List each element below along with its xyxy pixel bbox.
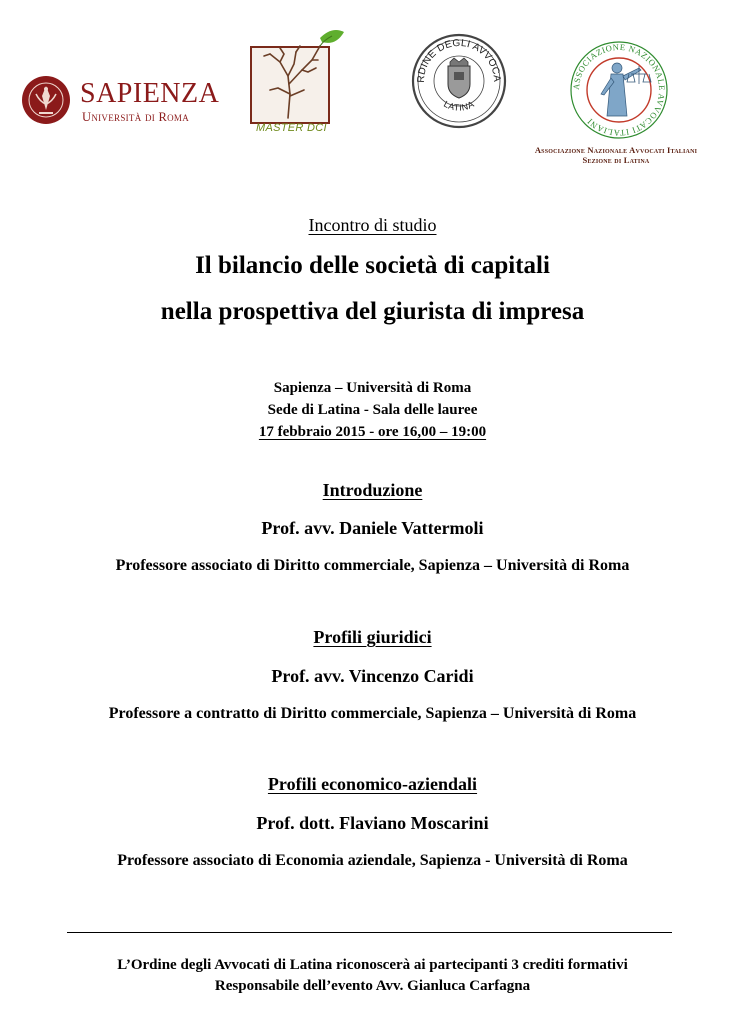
- event-title-line1: Il bilancio delle società di capitali: [195, 252, 550, 279]
- tree-icon: [250, 24, 346, 124]
- anai-seal-icon: [567, 38, 671, 142]
- sapienza-logo: [22, 76, 220, 134]
- footer-organizer: Responsabile dell’evento Avv. Gianluca Carfagna: [214, 978, 531, 994]
- event-title-line2: nella prospettiva del giurista di impresa: [160, 298, 585, 325]
- anai-caption-line2: Sezione di Latina: [582, 155, 650, 165]
- svg-text:LATINA: LATINA: [442, 98, 476, 113]
- session-role: Professore associato di Diritto commerciale, Sapienza – Università di Roma: [115, 557, 630, 574]
- event-datetime: 17 febbraio 2015 - ore 16,00 – 19:00: [258, 424, 487, 440]
- session-speaker: Prof. avv. Vincenzo Caridi: [271, 666, 474, 686]
- footer-divider: [67, 932, 672, 933]
- session-heading: Introduzione: [322, 480, 423, 500]
- anai-caption: [512, 145, 720, 165]
- session-speaker: Prof. dott. Flaviano Moscarini: [256, 813, 489, 833]
- svg-text:ORDINE DEGLI AVVOCATI: RDINE DEGLI AVVOCA: [415, 37, 503, 83]
- master-dci-logo: [250, 24, 346, 136]
- anai-logo: [567, 38, 671, 142]
- anai-caption-line1: Associazione Nazionale Avvocati Italiani: [534, 145, 698, 155]
- session-role: Professore a contratto di Diritto commerciale, Sapienza – Università di Roma: [108, 705, 637, 722]
- svg-text:ASSOCIAZIONE NAZIONALE AVVOCAT: ASSOCIAZIONE NAZIONALE AVVOCATI ITALIANI: [570, 41, 668, 139]
- session-heading: Profili giuridici: [313, 627, 432, 647]
- ordine-avvocati-logo: [410, 32, 508, 130]
- master-label: MASTER DCI: [256, 122, 327, 134]
- sapienza-name: SAPIENZA: [80, 78, 220, 109]
- venue-line2: Sede di Latina - Sala delle lauree: [267, 402, 478, 418]
- ordine-seal-icon: [410, 32, 508, 130]
- sapienza-subtitle: Università di Roma: [82, 110, 190, 124]
- sapienza-seal-icon: [22, 76, 70, 124]
- session-heading: Profili economico-aziendali: [267, 774, 478, 794]
- footer-credits: L’Ordine degli Avvocati di Latina riconoscerà ai partecipanti 3 crediti formativi: [117, 957, 628, 973]
- session-speaker: Prof. avv. Daniele Vattermoli: [261, 518, 484, 538]
- venue-line1: Sapienza – Università di Roma: [273, 380, 472, 396]
- session-role: Professore associato di Economia aziendale, Sapienza - Università di Roma: [117, 852, 628, 869]
- event-kicker: Incontro di studio: [308, 215, 437, 235]
